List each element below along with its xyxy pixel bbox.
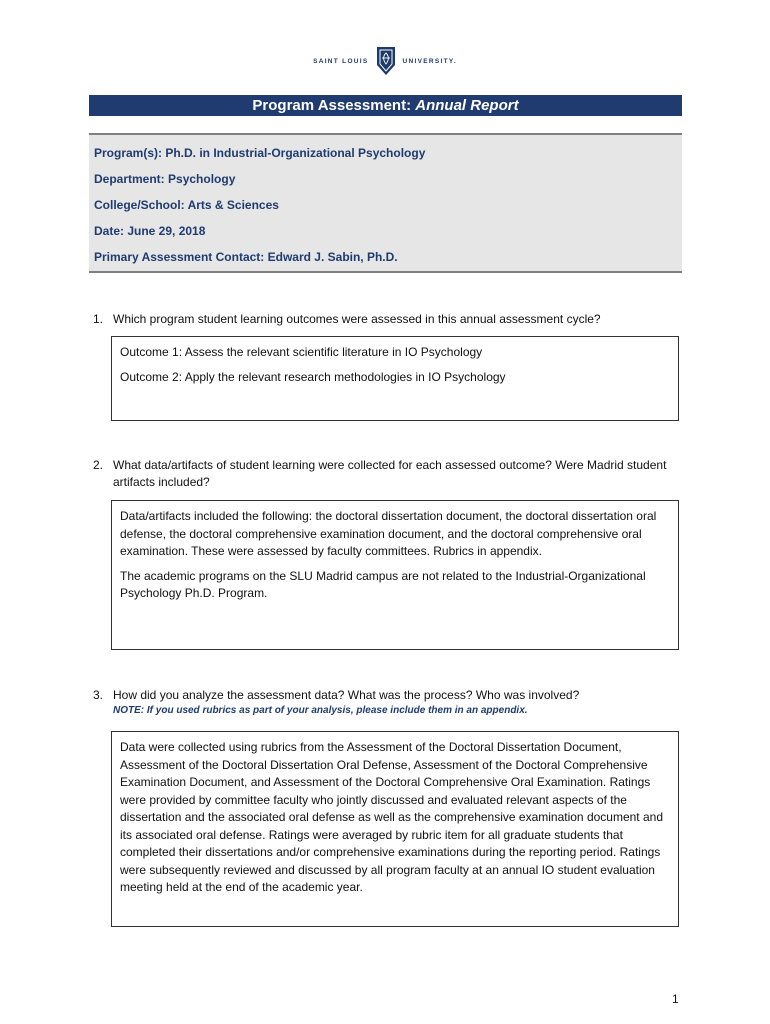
report-title-bar <box>89 95 682 116</box>
department-line: Department: Psychology <box>94 172 236 186</box>
university-crest-icon <box>375 45 397 77</box>
question-3-note: NOTE: If you used rubrics as part of your analysis, please include them in an appendix. <box>113 705 528 716</box>
program-line: Program(s): Ph.D. in Industrial-Organizational Psychology <box>94 146 426 160</box>
title-emphasis: Annual Report <box>415 97 519 114</box>
question-1-number: 1. <box>93 312 104 326</box>
answer-3-box <box>111 731 679 927</box>
question-1-text: Which program student learning outcomes were assessed in this annual assessment cycle? <box>113 312 601 326</box>
answer-1-outcome-1: Outcome 1: Assess the relevant scientific literature in IO Psychology <box>120 345 483 359</box>
question-2-text: What data/artifacts of student learning were collected for each assessed outcome? Were Madrid student artifacts included? <box>113 458 667 489</box>
question-3-text: How did you analyze the assessment data? What was the process? Who was involved? <box>113 688 580 702</box>
program-info-box <box>89 133 682 273</box>
answer-1-box <box>111 336 679 421</box>
question-2-number: 2. <box>93 458 104 472</box>
answer-2-paragraph-1: Data/artifacts included the following: the doctoral dissertation document, the doctoral dissertation oral defense, the doctoral comprehensive examination document, and the doctoral comprehensive oral examination. These were assessed by faculty committees. Rubrics in appendix. <box>120 509 657 558</box>
date-line: Date: June 29, 2018 <box>94 224 206 238</box>
page-number: 1 <box>672 992 679 1006</box>
answer-2-box <box>111 500 679 650</box>
contact-line: Primary Assessment Contact: Edward J. Sabin, Ph.D. <box>94 250 398 264</box>
answer-2-paragraph-2: The academic programs on the SLU Madrid campus are not related to the Industrial-Organizational Psychology Ph.D. Program. <box>120 568 646 600</box>
answer-1-outcome-2: Outcome 2: Apply the relevant research methodologies in IO Psychology <box>120 369 506 384</box>
logo-text-left: SAINT LOUIS <box>313 57 369 65</box>
logo-text-right: UNIVERSITY. <box>402 57 457 65</box>
answer-3-paragraph: Data were collected using rubrics from the Assessment of the Doctoral Dissertation Document, Assessment of the Doctoral Dissertation Oral Defense, Assessment of the Doctoral Comprehensive Examination Document, and Assessment of the Doctoral Comprehensive Oral Examination. Ratings were provided by committee faculty who jointly discussed and evaluated relevant aspects of the dissertation and the associated oral defense as well as the comprehensive examination document and its associated oral defense. Ratings were averaged by rubric item for all graduate students that completed their dissertations and/or comprehensive examinations during the reporting period. Ratings were subsequently reviewed and discussed by all program faculty at an annual IO student evaluation meeting held at the end of the academic year. <box>120 740 663 894</box>
title-main: Program Assessment: <box>252 97 412 114</box>
college-line: College/School: Arts & Sciences <box>94 198 279 212</box>
university-logo <box>0 44 770 78</box>
question-3-number: 3. <box>93 688 104 702</box>
